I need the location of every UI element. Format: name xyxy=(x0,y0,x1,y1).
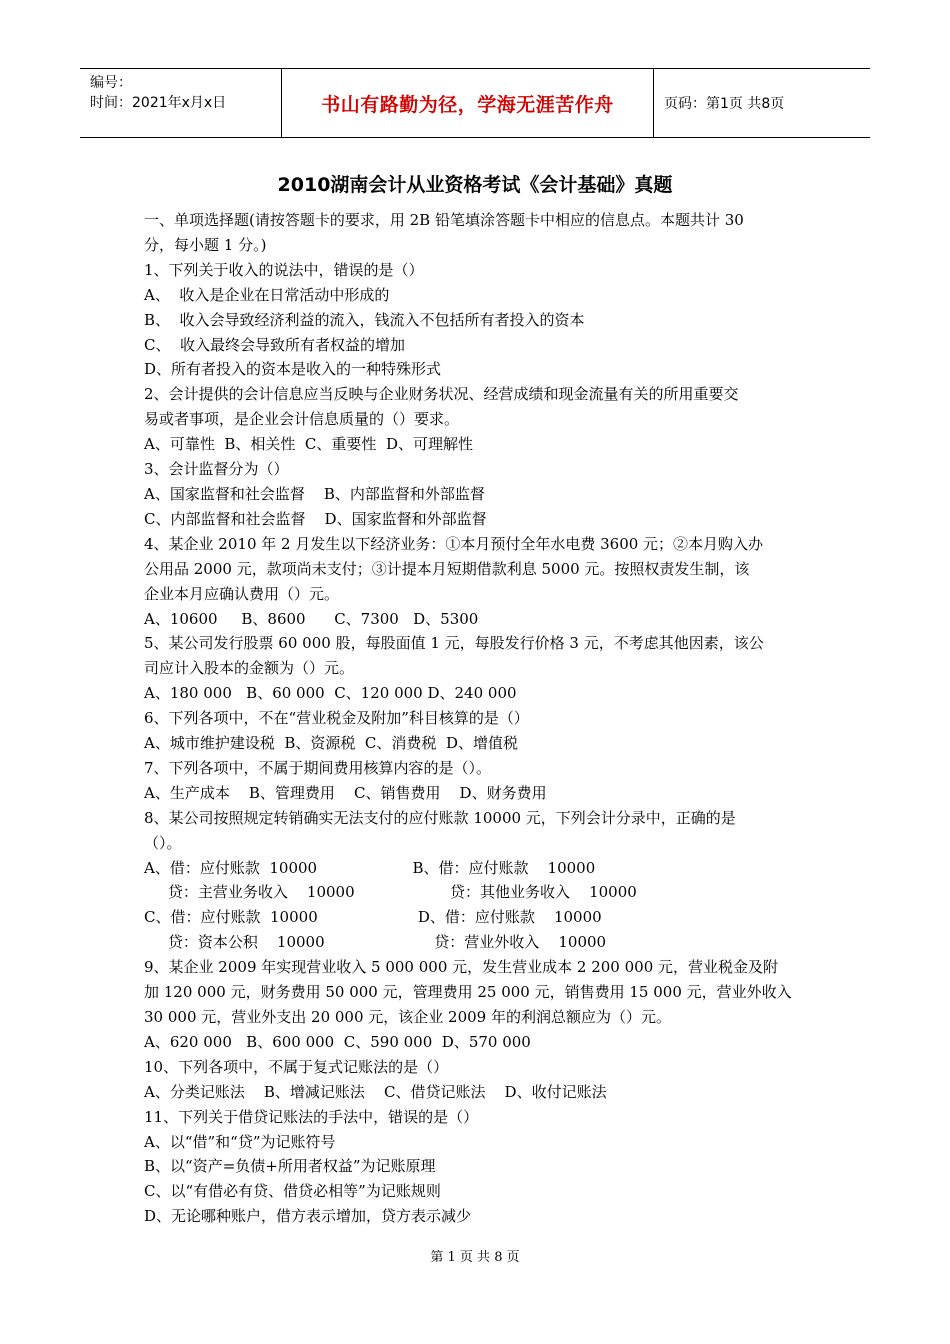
text-line: D、无论哪种账户，借方表示增加，贷方表示减少 xyxy=(144,1207,472,1226)
text-line: 9、某企业 2009 年实现营业收入 5 000 000 元，发生营业成本 2 200 000 元，营业税金及附 xyxy=(144,958,779,977)
text-line: 11、下列关于借贷记账法的手法中，错误的是（） xyxy=(144,1107,479,1126)
page-footer: 第 1 页 共 8 页 xyxy=(430,1250,520,1265)
text-line: （）。 xyxy=(144,833,182,852)
text-line: D、所有者投入的资本是收入的一种特殊形式 xyxy=(144,360,442,379)
header-motto: 书山有路勤为径，学海无涯苦作舟 xyxy=(321,93,614,116)
text-line: C、以“有借必有贷、借贷必相等”为记账规则 xyxy=(144,1182,441,1201)
text-line: 2、会计提供的会计信息应当反映与企业财务状况、经营成绩和现金流量有关的所用重要交 xyxy=(144,385,739,404)
header-motto-cell xyxy=(281,69,654,137)
text-line: A、城市维护建设税 B、资源税 C、消费税 D、增值税 xyxy=(144,734,518,753)
text-line: 8、某公司按照规定转销确实无法支付的应付账款 10000 元，下列会计分录中，正确的是 xyxy=(144,808,736,827)
page-header xyxy=(80,68,870,138)
text-line: A、借：应付账款 10000 B、借：应付账款 10000 xyxy=(144,858,596,877)
text-line: C、内部监督和社会监督 D、国家监督和外部监督 xyxy=(144,509,487,528)
text-line: 5、某公司发行股票 60 000 股，每股面值 1 元，每股发行价格 3 元，不考虑其他因素，该公 xyxy=(144,634,764,653)
text-line: 贷：资本公积 10000 贷：营业外收入 10000 xyxy=(144,933,607,952)
text-line: C、 收入最终会导致所有者权益的增加 xyxy=(144,335,406,354)
text-line: 7、下列各项中，不属于期间费用核算内容的是（）。 xyxy=(144,758,492,777)
text-line: B、 收入会导致经济利益的流入，钱流入不包括所有者投入的资本 xyxy=(144,310,585,329)
text-line: 易或者事项，是企业会计信息质量的（）要求。 xyxy=(144,410,460,429)
text-line: B、以“资产=负债+所用者权益”为记账原理 xyxy=(144,1157,436,1176)
text-line: C、借：应付账款 10000 D、借：应付账款 10000 xyxy=(144,908,602,927)
document-date-label: 时间：2021年x月x日 xyxy=(90,95,227,111)
text-line: 1、下列关于收入的说法中，错误的是（） xyxy=(144,260,424,279)
text-line: A、国家监督和社会监督 B、内部监督和外部监督 xyxy=(144,484,485,503)
text-line: 司应计入股本的金额为（）元。 xyxy=(144,659,355,678)
text-line: 企业本月应确认费用（）元。 xyxy=(144,584,340,603)
text-line: 30 000 元，营业外支出 20 000 元，该企业 2009 年的利润总额应为（）元。 xyxy=(144,1008,671,1026)
document-body xyxy=(144,208,812,1229)
text-line: 加 120 000 元，财务费用 50 000 元，管理费用 25 000 元，销售费用 15 000 元，营业外收入 xyxy=(144,983,792,1002)
text-line: 6、下列各项中，不在“营业税金及附加”科目核算的是（） xyxy=(144,709,529,728)
header-meta xyxy=(80,69,281,137)
text-line: A、180 000 B、60 000 C、120 000 D、240 000 xyxy=(144,684,517,703)
text-line: A、620 000 B、600 000 C、590 000 D、570 000 xyxy=(144,1032,531,1051)
document-number-label: 编号： xyxy=(90,75,132,91)
text-line: 分，每小题 1 分。) xyxy=(144,235,267,254)
header-page-info: 页码：第1页 共8页 xyxy=(664,96,785,112)
text-line: 公用品 2000 元，款项尚未支付；③计提本月短期借款利息 5000 元。按照权责发生制，该 xyxy=(144,559,750,578)
text-line: 一、单项选择题(请按答题卡的要求，用 2B 铅笔填涂答题卡中相应的信息点。本题共计 30 xyxy=(144,211,744,229)
text-line: A、可靠性 B、相关性 C、重要性 D、可理解性 xyxy=(144,435,473,454)
text-line: A、分类记账法 B、增减记账法 C、借贷记账法 D、收付记账法 xyxy=(144,1082,607,1101)
text-line: A、10600 B、8600 C、7300 D、5300 xyxy=(144,609,479,628)
text-line: 4、某企业 2010 年 2 月发生以下经济业务：①本月预付全年水电费 3600 元；②本月购入办 xyxy=(144,534,764,553)
text-line: 贷：主营业务收入 10000 贷：其他业务收入 10000 xyxy=(144,883,637,902)
text-line: A、生产成本 B、管理费用 C、销售费用 D、财务费用 xyxy=(144,783,547,802)
text-line: 3、会计监督分为（） xyxy=(144,460,289,479)
text-line: A、以“借”和“贷”为记账符号 xyxy=(144,1132,336,1151)
text-line: 10、下列各项中，不属于复式记账法的是（） xyxy=(144,1057,449,1076)
text-line: A、 收入是企业在日常活动中形成的 xyxy=(144,285,390,304)
document-title: 2010湖南会计从业资格考试《会计基础》真题 xyxy=(277,174,673,196)
